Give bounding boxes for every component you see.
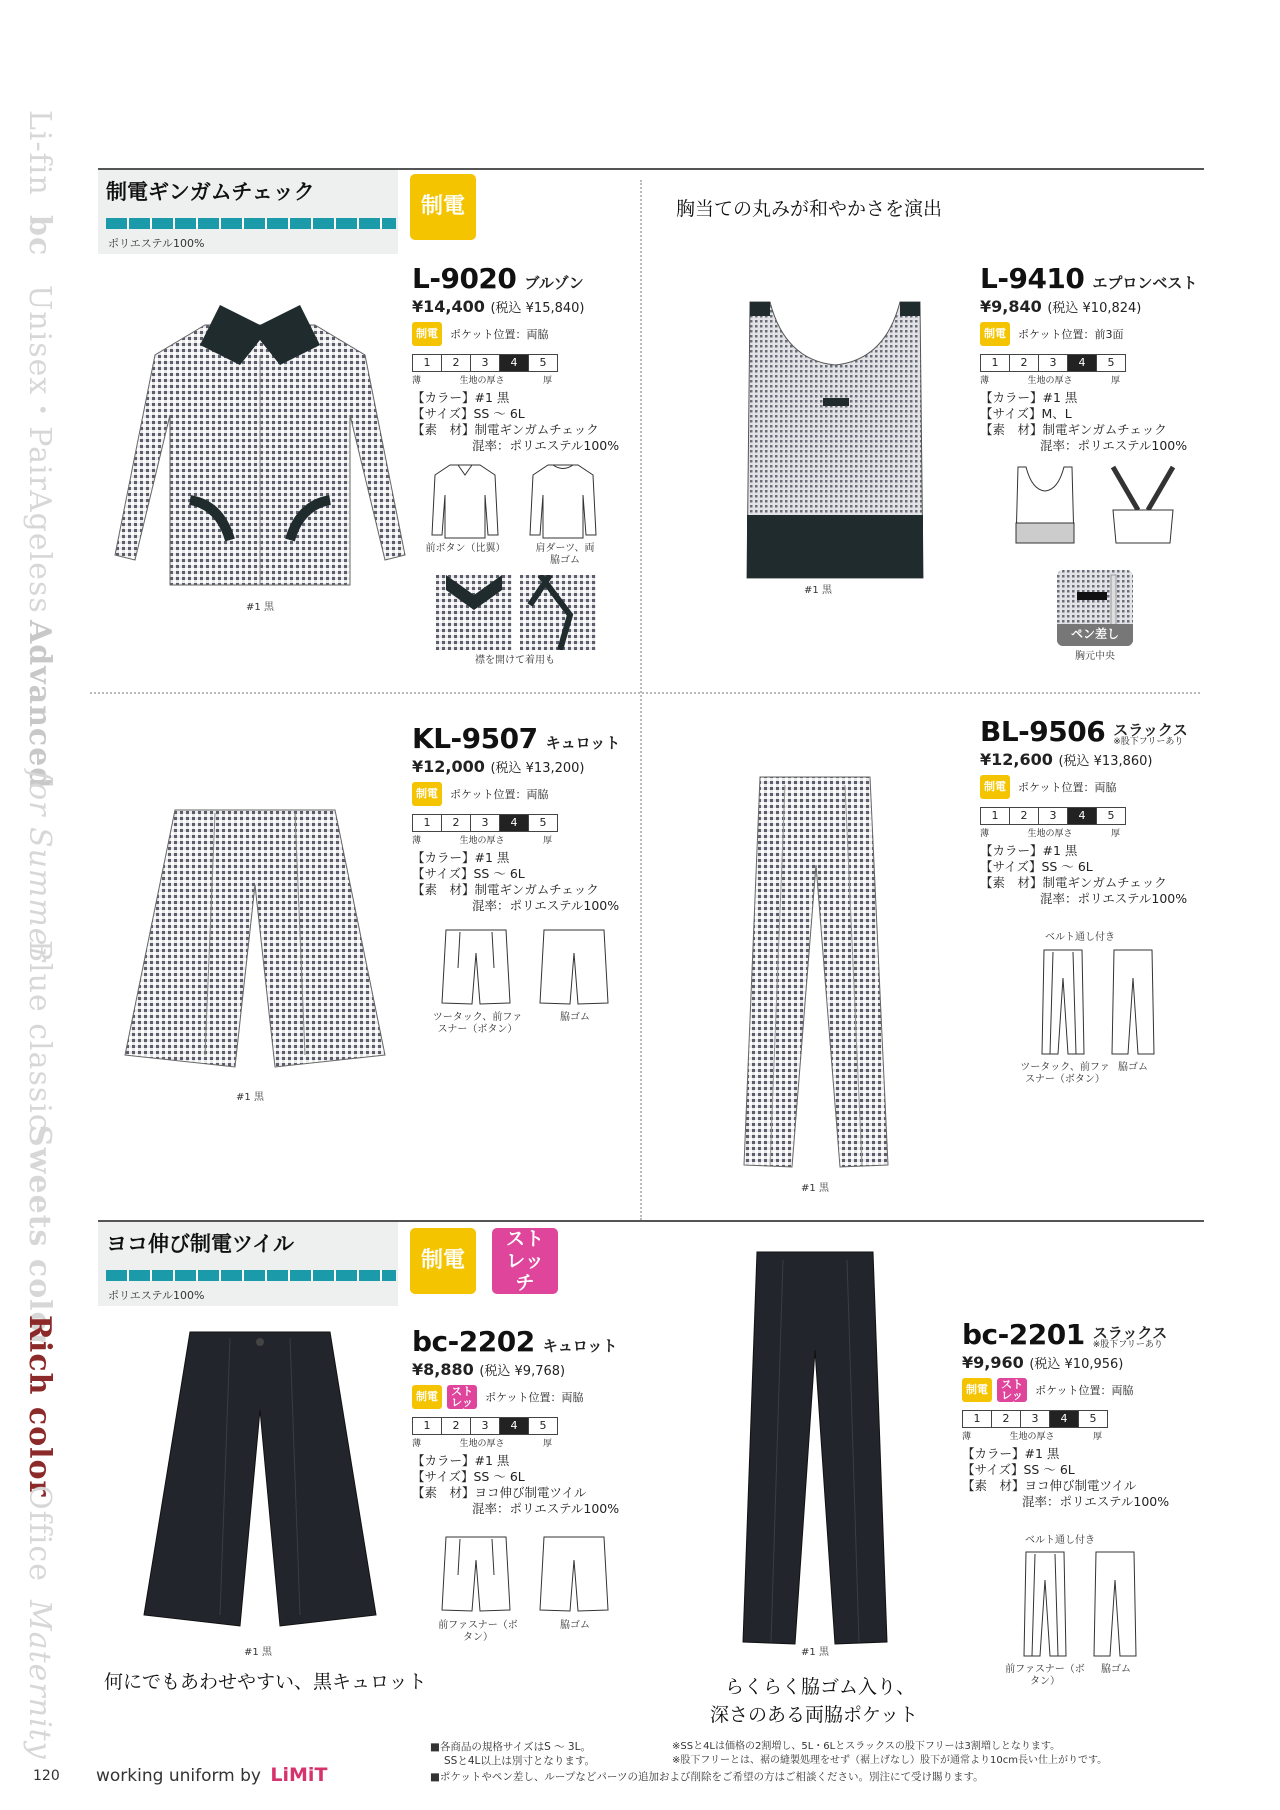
product-name: キュロット <box>545 734 621 752</box>
brand-logo: LiMiT <box>270 1764 328 1786</box>
scale-mid: 生地の厚さ <box>1027 376 1073 386</box>
section-bar <box>106 218 396 229</box>
slacks-black-color-caption: #1 黒 <box>801 1647 829 1658</box>
jacket-front-caption: 前ボタン（比翼） <box>425 543 506 554</box>
scale-legend <box>412 833 552 846</box>
tagline-slacks-2: 深さのある両脇ポケット <box>710 1704 919 1726</box>
scale-thin: 薄 <box>980 829 990 839</box>
scale-step: 1 <box>412 354 441 372</box>
pocket-position: ポケット位置：両脇 <box>1035 1384 1134 1397</box>
scale-step: 5 <box>528 814 558 832</box>
pen-holder-caption: 胸元中央 <box>1075 651 1115 662</box>
scale-step: 1 <box>412 1417 441 1435</box>
product-price: ¥12,000 <box>412 757 485 776</box>
spec-material: 【素 材】制電ギンガムチェック <box>980 875 1167 890</box>
thickness-scale <box>412 814 632 832</box>
spec-blend: 混率：ポリエステル100% <box>472 898 620 913</box>
spec-size: 【サイズ】SS ～ 6L <box>412 406 525 421</box>
culotte-black-color-caption: #1 黒 <box>244 1647 272 1658</box>
scale-step-selected: 4 <box>1067 354 1096 372</box>
spec-blend: 混率：ポリエステル100% <box>1040 438 1188 453</box>
antistatic-mini-badge: 制電 <box>962 1378 992 1402</box>
side-tab-office[interactable]: Office <box>22 1485 57 1582</box>
spec-size: 【サイズ】SS ～ 6L <box>980 859 1093 874</box>
product-price-tax: (税込 ¥15,840) <box>490 301 585 316</box>
scale-step: 2 <box>441 1417 470 1435</box>
section-material: ポリエステル100% <box>108 237 205 250</box>
product-bc2202 <box>412 1325 642 1517</box>
scale-step-selected: 4 <box>499 354 528 372</box>
culotte-check-front-drawing <box>440 928 512 1008</box>
product-note: ※股下フリーあり <box>1092 1340 1163 1350</box>
thickness-scale <box>962 1410 1202 1428</box>
antistatic-mini-badge: 制電 <box>980 322 1010 346</box>
section-material: ポリエステル100% <box>108 1289 205 1302</box>
scale-step: 5 <box>1096 807 1126 825</box>
spec-color: 【カラー】#1 黒 <box>962 1446 1060 1461</box>
spec-color: 【カラー】#1 黒 <box>980 390 1078 405</box>
section-title: ヨコ伸び制電ツイル <box>106 1232 294 1256</box>
product-bc2201 <box>962 1318 1202 1510</box>
scale-legend <box>412 373 552 386</box>
side-tab-blue-classic[interactable]: Blue classic <box>22 940 57 1132</box>
spec-size: 【サイズ】SS ～ 6L <box>412 1469 525 1484</box>
product-specs <box>962 1446 1202 1510</box>
thickness-scale <box>980 807 1220 825</box>
scale-thin: 薄 <box>412 376 422 386</box>
pen-holder-label: ペン差し <box>1070 627 1119 641</box>
product-specs <box>980 390 1200 454</box>
footer-note-size-2: SSと4L以上は別寸となります。 <box>444 1755 596 1767</box>
product-price-tax: (税込 ¥13,200) <box>490 761 585 776</box>
jacket-back-drawing <box>528 460 598 540</box>
product-kl9507 <box>412 722 632 914</box>
scale-step: 5 <box>1096 354 1126 372</box>
scale-legend <box>412 1436 552 1449</box>
side-tab-unisex-pair[interactable]: Unisex・Pair <box>22 285 57 491</box>
separator-dotted <box>90 692 1200 694</box>
separator-vertical <box>640 180 642 1220</box>
antistatic-mini-badge: 制電 <box>412 1385 442 1409</box>
scale-legend <box>980 373 1120 386</box>
scale-mid: 生地の厚さ <box>459 836 505 846</box>
culotte-black-front-caption: 前ファスナー（ボタン） <box>438 1620 518 1643</box>
brand-prefix: working uniform by <box>96 1766 261 1786</box>
product-l9020 <box>412 262 632 454</box>
scale-thick: 厚 <box>1092 1432 1102 1442</box>
culotte-black-front-drawing <box>440 1535 512 1615</box>
scale-step: 3 <box>470 814 499 832</box>
pocket-position: ポケット位置：両脇 <box>450 328 549 341</box>
section-title: 制電ギンガムチェック <box>106 180 315 204</box>
scale-thin: 薄 <box>980 376 990 386</box>
scale-mid: 生地の厚さ <box>459 376 505 386</box>
side-index <box>14 110 64 1760</box>
scale-thick: 厚 <box>542 376 552 386</box>
product-name: ブルゾン <box>524 274 584 292</box>
antistatic-mini-badge: 制電 <box>980 775 1010 799</box>
brand-footer <box>96 1764 327 1786</box>
side-tab-rich-color[interactable]: Rich color <box>22 1315 57 1498</box>
side-tab-lifin[interactable]: Li-fin <box>22 110 57 196</box>
jacket-image <box>110 295 410 595</box>
scale-step: 1 <box>962 1410 991 1428</box>
slacks-black-back-drawing <box>1092 1550 1138 1660</box>
pocket-position: ポケット位置：前3面 <box>1018 328 1124 341</box>
spec-color: 【カラー】#1 黒 <box>412 850 510 865</box>
scale-mid: 生地の厚さ <box>1027 829 1073 839</box>
antistatic-mini-badge: 制電 <box>412 322 442 346</box>
product-l9410 <box>980 262 1200 454</box>
spec-blend: 混率：ポリエステル100% <box>472 438 620 453</box>
scale-step: 2 <box>441 354 470 372</box>
culotte-check-front-caption: ツータック、前ファスナー（ボタン） <box>432 1012 523 1035</box>
stretch-badge: ストレッチ <box>492 1228 558 1294</box>
spec-material: 【素 材】ヨコ伸び制電ツイル <box>962 1478 1137 1493</box>
product-price: ¥14,400 <box>412 297 485 316</box>
spec-blend: 混率：ポリエステル100% <box>1040 891 1188 906</box>
product-price: ¥9,960 <box>962 1353 1024 1372</box>
side-tab-advanced[interactable]: Advanced <box>22 620 57 790</box>
product-name: エプロンベスト <box>1092 274 1198 292</box>
scale-thick: 厚 <box>542 836 552 846</box>
thickness-scale <box>412 1417 642 1435</box>
scale-thin: 薄 <box>412 1439 422 1449</box>
product-price-tax: (税込 ¥9,768) <box>479 1364 566 1379</box>
apron-back-drawing <box>1108 465 1178 545</box>
footer-notes-right <box>672 1740 1212 1768</box>
slacks-black-front-drawing <box>1022 1550 1068 1660</box>
page-number: 120 <box>33 1768 60 1784</box>
belt-loops-label: ベルト通し付き <box>1045 932 1115 943</box>
scale-step: 1 <box>980 807 1009 825</box>
product-price-tax: (税込 ¥10,956) <box>1029 1357 1124 1372</box>
culotte-check-back-drawing <box>538 928 610 1008</box>
antistatic-badge: 制電 <box>410 1228 476 1294</box>
scale-step-selected: 4 <box>499 814 528 832</box>
scale-step: 3 <box>1038 807 1067 825</box>
scale-step-selected: 4 <box>1067 807 1096 825</box>
scale-thin: 薄 <box>412 836 422 846</box>
culotte-check-color-caption: #1 黒 <box>236 1092 264 1103</box>
spec-blend: 混率：ポリエステル100% <box>1022 1494 1170 1509</box>
footer-note-size: ■各商品の規格サイズはS ～ 3L。 <box>430 1741 591 1753</box>
side-tab-ageless[interactable]: Ageless <box>22 490 57 614</box>
section-header-twill <box>98 1220 1204 1306</box>
side-tab-for-summer[interactable]: for Summer <box>22 770 57 962</box>
product-note: ※股下フリーあり <box>1113 737 1184 747</box>
scale-step: 2 <box>441 814 470 832</box>
footer-notes-left <box>430 1740 690 1768</box>
scale-step: 2 <box>1009 807 1038 825</box>
spec-material: 【素 材】制電ギンガムチェック <box>412 422 599 437</box>
culotte-check-back-caption: 脇ゴム <box>560 1012 590 1023</box>
belt-loops-label: ベルト通し付き <box>1025 1535 1095 1546</box>
product-price: ¥8,880 <box>412 1360 474 1379</box>
product-specs <box>412 850 632 914</box>
product-specs <box>980 843 1220 907</box>
culotte-black-image <box>140 1330 380 1630</box>
jacket-back-caption: 肩ダーツ、両脇ゴム <box>535 543 595 566</box>
spec-size: 【サイズ】SS ～ 6L <box>962 1462 1075 1477</box>
scale-step: 5 <box>528 354 558 372</box>
product-code: BL-9506 <box>980 715 1106 748</box>
product-code: L-9020 <box>412 262 517 295</box>
slacks-black-front-caption: 前ファスナー（ボタン） <box>1005 1664 1085 1687</box>
culotte-black-back-caption: 脇ゴム <box>560 1620 590 1631</box>
product-name: キュロット <box>542 1337 618 1355</box>
slacks-black-back-caption: 脇ゴム <box>1101 1664 1131 1675</box>
slacks-check-front-caption: ツータック、前ファスナー（ボタン） <box>1020 1062 1110 1085</box>
product-price: ¥12,600 <box>980 750 1053 769</box>
product-specs <box>412 1453 642 1517</box>
product-name: スラックス <box>1092 1324 1168 1342</box>
thickness-scale <box>412 354 632 372</box>
scale-legend <box>962 1429 1102 1442</box>
apron-vest-image <box>735 300 935 580</box>
scale-step: 3 <box>470 354 499 372</box>
antistatic-mini-badge: 制電 <box>412 782 442 806</box>
product-code: bc-2202 <box>412 1325 535 1358</box>
spec-material: 【素 材】制電ギンガムチェック <box>980 422 1167 437</box>
scale-thin: 薄 <box>962 1432 972 1442</box>
scale-step: 3 <box>1038 354 1067 372</box>
scale-mid: 生地の厚さ <box>1009 1432 1055 1442</box>
tagline-apron: 胸当ての丸みが和やかさを演出 <box>676 198 943 220</box>
jacket-front-drawing <box>430 460 500 540</box>
scale-thick: 厚 <box>1110 376 1120 386</box>
pocket-position: ポケット位置：両脇 <box>450 788 549 801</box>
antistatic-badge: 制電 <box>410 174 476 240</box>
culotte-black-back-drawing <box>538 1535 610 1615</box>
footer-note-parts: ■ポケットやペン差し、ループなどパーツの追加および削除をご希望の方はご相談ください。別注にて受け賜ります。 <box>430 1771 984 1783</box>
stretch-mini-badge: ストレッチ <box>447 1385 477 1409</box>
spec-color: 【カラー】#1 黒 <box>412 1453 510 1468</box>
thickness-scale <box>980 354 1200 372</box>
product-price: ¥9,840 <box>980 297 1042 316</box>
product-code: L-9410 <box>980 262 1085 295</box>
apron-color-caption: #1 黒 <box>804 585 832 596</box>
scale-step: 5 <box>528 1417 558 1435</box>
product-code: KL-9507 <box>412 722 538 755</box>
spec-material: 【素 材】ヨコ伸び制電ツイル <box>412 1485 587 1500</box>
jacket-color-caption: #1 黒 <box>246 602 274 613</box>
side-tab-maternity[interactable]: Maternity <box>22 1600 57 1760</box>
scale-step: 5 <box>1078 1410 1108 1428</box>
scale-step: 2 <box>991 1410 1020 1428</box>
jacket-detail-photo-2 <box>520 575 596 650</box>
section-header-gingham <box>98 168 1204 254</box>
slacks-check-back-caption: 脇ゴム <box>1118 1062 1148 1073</box>
pocket-position: ポケット位置：両脇 <box>1018 781 1117 794</box>
slacks-check-image <box>740 775 890 1175</box>
tagline-culotte: 何にでもあわせやすい、黒キュロット <box>104 1671 427 1693</box>
scale-thick: 厚 <box>542 1439 552 1449</box>
slacks-check-back-drawing <box>1110 948 1156 1058</box>
product-name: スラックス <box>1113 721 1188 739</box>
side-tab-sweets-color[interactable]: Sweets color <box>22 1125 57 1350</box>
footer-note-inseam: ※股下フリーとは、裾の縫製処理をせず（裾上げなし）股下が通常より10cm長い仕上がりです。 <box>672 1755 1108 1766</box>
stretch-mini-badge: ストレッチ <box>997 1378 1027 1402</box>
scale-step-selected: 4 <box>1049 1410 1078 1428</box>
footer-note-price: ※SSと4Lは価格の2割増し、5L・6Lとスラックスの股下フリーは3割増しとなります。 <box>672 1741 1061 1752</box>
product-price-tax: (税込 ¥13,860) <box>1058 754 1153 769</box>
culotte-check-image <box>120 805 390 1075</box>
slacks-check-front-drawing <box>1040 948 1086 1058</box>
scale-step: 2 <box>1009 354 1038 372</box>
spec-size: 【サイズ】SS ～ 6L <box>412 866 525 881</box>
spec-color: 【カラー】#1 黒 <box>980 843 1078 858</box>
scale-step: 1 <box>980 354 1009 372</box>
product-price-tax: (税込 ¥10,824) <box>1047 301 1142 316</box>
scale-legend <box>980 826 1120 839</box>
jacket-detail-photo-1 <box>436 575 512 650</box>
side-tab-bc[interactable]: bc <box>22 215 57 257</box>
section-bar <box>106 1270 396 1281</box>
product-specs <box>412 390 632 454</box>
scale-step: 1 <box>412 814 441 832</box>
slacks-check-color-caption: #1 黒 <box>801 1183 829 1194</box>
scale-thick: 厚 <box>1110 829 1120 839</box>
pocket-position: ポケット位置：両脇 <box>485 1391 584 1404</box>
apron-front-drawing <box>1010 465 1080 545</box>
scale-step-selected: 4 <box>499 1417 528 1435</box>
slacks-black-image <box>735 1250 895 1650</box>
spec-size: 【サイズ】M、L <box>980 406 1072 421</box>
product-code: bc-2201 <box>962 1318 1085 1351</box>
scale-mid: 生地の厚さ <box>459 1439 505 1449</box>
product-bl9506 <box>980 715 1220 907</box>
tagline-slacks-1: らくらく脇ゴム入り、 <box>725 1676 916 1698</box>
scale-step: 3 <box>1020 1410 1049 1428</box>
spec-color: 【カラー】#1 黒 <box>412 390 510 405</box>
scale-step: 3 <box>470 1417 499 1435</box>
spec-material: 【素 材】制電ギンガムチェック <box>412 882 599 897</box>
spec-blend: 混率：ポリエステル100% <box>472 1501 620 1516</box>
jacket-open-caption: 襟を開けて着用も <box>475 655 555 666</box>
